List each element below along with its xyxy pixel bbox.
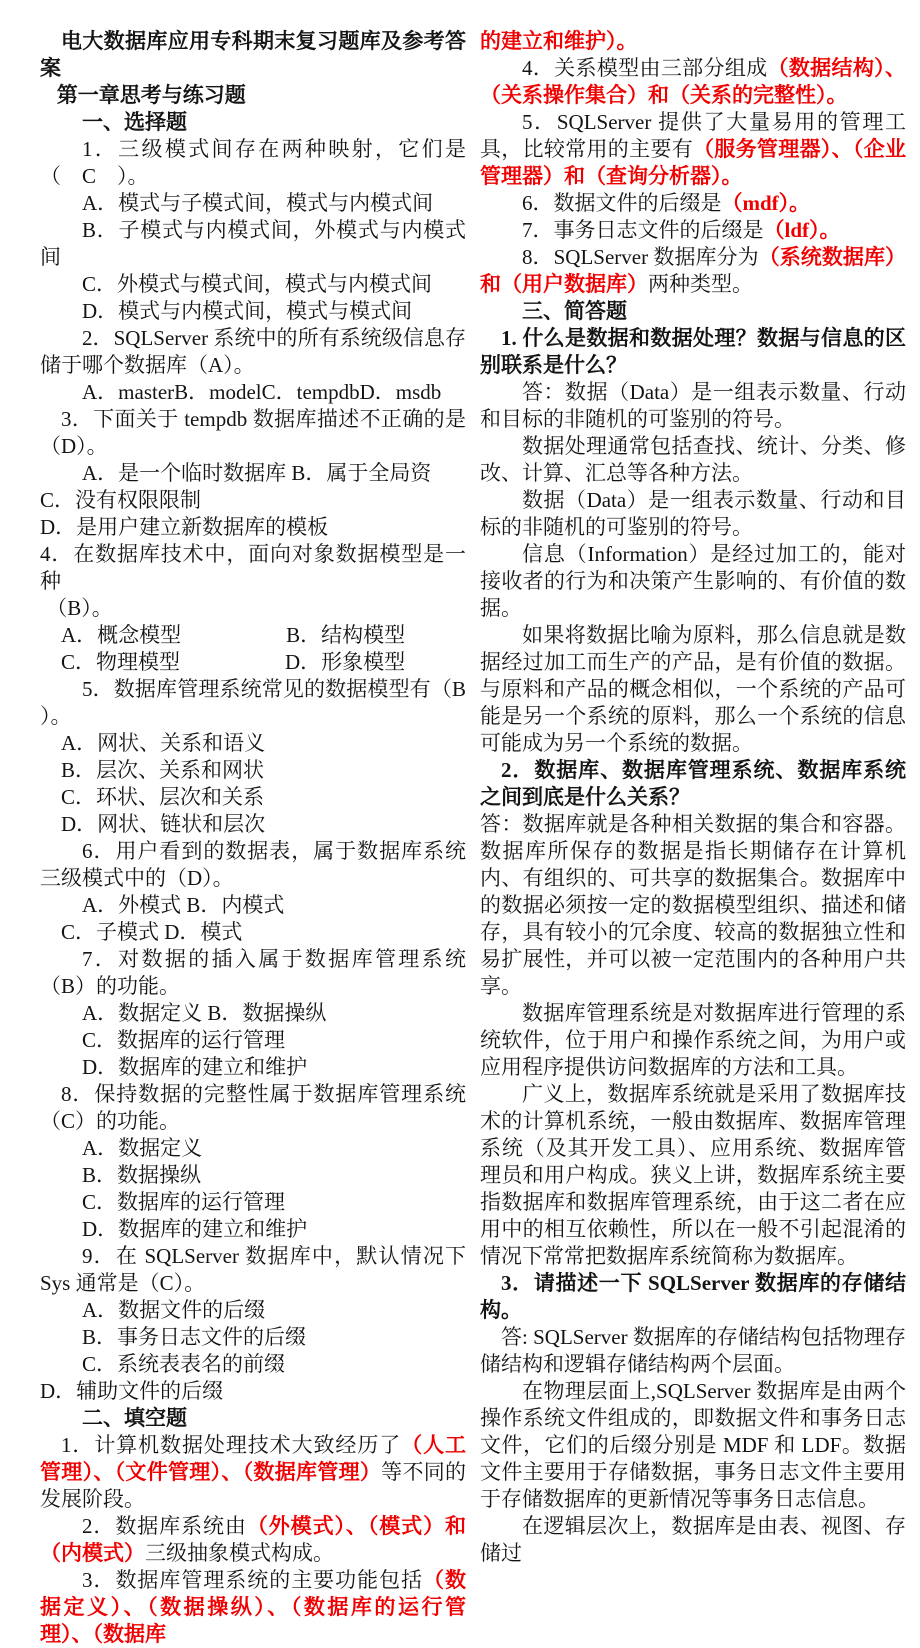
option bbox=[40, 1027, 466, 1054]
text-segment: B．层次、关系和网状 bbox=[61, 758, 265, 782]
question-4 bbox=[40, 541, 466, 595]
question-8 bbox=[40, 1081, 466, 1135]
text-segment: C．数据库的运行管理 bbox=[82, 1190, 286, 1214]
text-segment: C．数据库的运行管理 bbox=[82, 1028, 286, 1052]
text-segment: D．数据库的建立和维护 bbox=[82, 1217, 308, 1241]
text-segment: C．环状、层次和关系 bbox=[61, 785, 265, 809]
text-segment: 在逻辑层次上，数据库是由表、视图、存储过 bbox=[480, 1514, 906, 1565]
text-segment: D．辅助文件的后缀 bbox=[40, 1379, 224, 1403]
right-column bbox=[480, 28, 906, 1565]
text-segment: C．子模式 D．模式 bbox=[61, 920, 243, 944]
text-segment: 1．计算机数据处理技术大致经历了 bbox=[61, 1433, 402, 1457]
answer-highlight: （服务管理器）、（企业管理器）和（查询分析器）。 bbox=[480, 137, 906, 188]
text-segment: （B）。 bbox=[46, 596, 113, 620]
question-1-answer bbox=[40, 163, 466, 190]
text-segment: D．数据库的建立和维护 bbox=[82, 1055, 308, 1079]
fill-1 bbox=[40, 1432, 466, 1513]
option bbox=[40, 1216, 466, 1243]
text-segment: 2．数据库系统由 bbox=[82, 1514, 247, 1538]
short-question-1 bbox=[480, 325, 906, 379]
text-segment: C．外模式与模式间，模式与内模式间 bbox=[82, 272, 433, 296]
text-segment: 4．在数据库技术中，面向对象数据模型是一种 bbox=[40, 542, 466, 593]
text-segment: 9．在 SQLServer 数据库中，默认情况下 Sys 通常是（C）。 bbox=[40, 1244, 466, 1295]
text-segment: 7．事务日志文件的后缀是 bbox=[522, 218, 764, 242]
section-heading-fill bbox=[40, 1405, 466, 1432]
option bbox=[40, 757, 466, 784]
answer-paragraph bbox=[480, 811, 906, 1000]
option bbox=[40, 811, 466, 838]
text-segment: 5．SQLServer 提供了大量易用的管理工具，比较常用的主要有 bbox=[480, 110, 906, 161]
text-segment: 1．三级模式间存在两种映射，它们是 bbox=[82, 137, 466, 161]
text-segment: A．数据定义 bbox=[82, 1136, 203, 1160]
option bbox=[40, 1378, 466, 1405]
option bbox=[40, 379, 466, 406]
answer-paragraph bbox=[480, 1324, 906, 1378]
left-column bbox=[40, 28, 467, 1646]
question-6 bbox=[40, 838, 466, 892]
answer-paragraph bbox=[480, 1513, 906, 1567]
section-heading-choice bbox=[40, 109, 466, 136]
text-segment: 答：数据库就是各种相关数据的集合和容器。数据库所保存的数据是指长期储存在计算机内、有组织的、可共享的数据集合。数据库中的数据必须按一定的数据模型组织、描述和储存，具有较小的冗余度、较高的数据独立性和易扩展性，并可以被一定范围内的各种用户共享。 bbox=[480, 812, 906, 998]
text-segment: A．模式与子模式间，模式与内模式间 bbox=[82, 191, 434, 215]
answer-paragraph bbox=[480, 379, 906, 433]
option bbox=[40, 1297, 466, 1324]
answer-highlight: （数据结构）、（关系操作集合）和（关系的完整性）。 bbox=[480, 56, 906, 107]
text-segment: B．数据操纵 bbox=[82, 1163, 202, 1187]
text-segment: 6．数据文件的后缀是 bbox=[522, 191, 722, 215]
answer-highlight: （数据定义）、（数据操纵）、（数据库的运行管理）、（数据库 bbox=[40, 1568, 467, 1646]
answer-highlight: （人工管理）、（文件管理）、（数据库管理） bbox=[40, 1433, 467, 1484]
option bbox=[40, 1135, 466, 1162]
option bbox=[40, 1189, 466, 1216]
answer-highlight: （外模式）、（模式）和（内模式） bbox=[40, 1514, 467, 1565]
option bbox=[40, 622, 466, 649]
answer-paragraph bbox=[480, 487, 906, 541]
text-segment: 3．数据库管理系统的主要功能包括 bbox=[82, 1568, 424, 1592]
short-question-3 bbox=[480, 1270, 906, 1324]
option bbox=[40, 730, 466, 757]
fill-5 bbox=[480, 109, 906, 190]
answer-paragraph bbox=[480, 1000, 906, 1081]
text-segment: 答: SQLServer 数据库的存储结构包括物理存储结构和逻辑存储结构两个层面。 bbox=[480, 1325, 906, 1376]
doc-title bbox=[40, 28, 466, 82]
answer-highlight: （系统数据库）和（用户数据库） bbox=[480, 245, 906, 296]
text-segment: 等不同的发展阶段。 bbox=[40, 1460, 467, 1511]
option bbox=[40, 1162, 466, 1189]
section-heading-short-answer bbox=[480, 298, 906, 325]
text-segment: A．外模式 B．内模式 bbox=[82, 893, 285, 917]
fill-3-continued bbox=[480, 28, 906, 55]
text-segment: 第一章思考与练习题 bbox=[56, 83, 246, 107]
option bbox=[40, 892, 466, 919]
text-segment: 如果将数据比喻为原料，那么信息就是数据经过加工而生产的产品，是有价值的数据。与原料和产品的概念相似，一个系统的产品可能是另一个系统的原料，那么一个系统的信息可能成为另一个系统的数据。 bbox=[480, 623, 906, 755]
text-segment: A．数据文件的后缀 bbox=[82, 1298, 266, 1322]
question-3 bbox=[40, 406, 466, 460]
text-segment: 8．保持数据的完整性属于数据库管理系统（C）的功能。 bbox=[40, 1082, 466, 1133]
text-segment: 1. 什么是数据和数据处理？数据与信息的区别联系是什么？ bbox=[480, 326, 906, 377]
fill-8 bbox=[480, 244, 906, 298]
text-segment: 3．下面关于 tempdb 数据库描述不正确的是（D）。 bbox=[40, 407, 466, 458]
text-segment: 信息（Information）是经过加工的，能对接收者的行为和决策产生影响的、有价值的数据。 bbox=[480, 542, 906, 620]
option bbox=[40, 649, 466, 676]
text-segment: B．事务日志文件的后缀 bbox=[82, 1325, 307, 1349]
option bbox=[40, 514, 466, 541]
text-segment: 4．关系模型由三部分组成 bbox=[522, 56, 768, 80]
text-segment: 6．用户看到的数据表，属于数据库系统三级模式中的（D）。 bbox=[40, 839, 466, 890]
fill-3 bbox=[40, 1567, 466, 1648]
question-9 bbox=[40, 1243, 466, 1297]
option bbox=[40, 919, 466, 946]
option bbox=[40, 1324, 466, 1351]
answer-paragraph bbox=[480, 1378, 906, 1513]
text-segment: D．网状、链状和层次 bbox=[61, 812, 266, 836]
text-segment: 数据（Data）是一组表示数量、行动和目标的非随机的可鉴别的符号。 bbox=[480, 488, 906, 539]
text-segment: A．是一个临时数据库 B．属于全局资 bbox=[82, 461, 432, 485]
text-segment: 2．数据库、数据库管理系统、数据库系统之间到底是什么关系？ bbox=[480, 758, 906, 809]
text-segment: A．网状、关系和语义 bbox=[61, 731, 266, 755]
text-segment: 5．数据库管理系统常见的数据模型有（B ）。 bbox=[40, 677, 466, 728]
option bbox=[40, 217, 466, 271]
option bbox=[40, 460, 466, 487]
text-segment: 8．SQLServer 数据库分为 bbox=[522, 245, 759, 269]
text-segment: C．物理模型 D．形象模型 bbox=[61, 650, 406, 674]
text-segment: 三、简答题 bbox=[522, 299, 627, 323]
fill-2 bbox=[40, 1513, 466, 1567]
fill-7 bbox=[480, 217, 906, 244]
answer-paragraph bbox=[480, 433, 906, 487]
option bbox=[40, 271, 466, 298]
fill-4 bbox=[480, 55, 906, 109]
question-5 bbox=[40, 676, 466, 730]
text-segment: 广义上，数据库系统就是采用了数据库技术的计算机系统，一般由数据库、数据库管理系统（及其开发工具）、应用系统、数据库管理员和用户构成。狭义上讲，数据库系统主要指数据库和数据库管理系统，由于这二者在应用中的相互依赖性，所以在一般不引起混淆的情况下常常把数据库系统简称为数据库。 bbox=[480, 1082, 906, 1268]
text-segment: 电大数据库应用专科期末复习题库及参考答案 bbox=[40, 29, 466, 80]
text-segment: 7．对数据的插入属于数据库管理系统（B）的功能。 bbox=[40, 947, 466, 998]
option bbox=[40, 784, 466, 811]
text-segment: 两种类型。 bbox=[648, 272, 753, 296]
text-segment: A．数据定义 B．数据操纵 bbox=[82, 1001, 327, 1025]
answer-paragraph bbox=[480, 1081, 906, 1270]
question-4-answer bbox=[40, 595, 466, 622]
text-segment: 二、填空题 bbox=[82, 1406, 187, 1430]
answer-highlight: （mdf）。 bbox=[721, 191, 811, 215]
text-segment: 3．请描述一下 SQLServer 数据库的存储结构。 bbox=[480, 1271, 906, 1322]
option bbox=[40, 487, 466, 514]
answer-paragraph bbox=[480, 541, 906, 622]
answer-highlight: （ldf）。 bbox=[763, 218, 841, 242]
text-segment: C．没有权限限制 bbox=[40, 488, 202, 512]
fill-6 bbox=[480, 190, 906, 217]
option bbox=[40, 1000, 466, 1027]
text-segment: D．是用户建立新数据库的模板 bbox=[40, 515, 329, 539]
chapter-heading bbox=[40, 82, 466, 109]
option bbox=[40, 298, 466, 325]
text-segment: 在物理层面上,SQLServer 数据库是由两个操作系统文件组成的，即数据文件和事务日志文件，它们的后缀分别是 MDF 和 LDF。数据文件主要用于存储数据，事务日志文件主要用于存储数据库的更新情况等事务日志信息。 bbox=[480, 1379, 906, 1511]
question-1 bbox=[40, 136, 466, 163]
text-segment: A．masterB．modelC．tempdbD．msdb bbox=[82, 380, 442, 404]
answer-highlight: 的建立和维护）。 bbox=[480, 29, 638, 53]
text-segment: C．系统表表名的前缀 bbox=[82, 1352, 286, 1376]
text-segment: 答：数据（Data）是一组表示数量、行动和目标的非随机的可鉴别的符号。 bbox=[480, 380, 906, 431]
text-segment: 数据处理通常包括查找、统计、分类、修改、计算、汇总等各种方法。 bbox=[480, 434, 906, 485]
text-segment: 数据库管理系统是对数据库进行管理的系统软件，位于用户和操作系统之间，为用户或应用程序提供访问数据库的方法和工具。 bbox=[480, 1001, 906, 1079]
text-segment: D．模式与内模式间，模式与模式间 bbox=[82, 299, 413, 323]
question-7 bbox=[40, 946, 466, 1000]
option bbox=[40, 1351, 466, 1378]
short-question-2 bbox=[480, 757, 906, 811]
text-segment: B．子模式与内模式间，外模式与内模式间 bbox=[40, 218, 466, 269]
option bbox=[40, 190, 466, 217]
answer-paragraph bbox=[480, 622, 906, 757]
text-segment: 三级抽象模式构成。 bbox=[145, 1541, 334, 1565]
option bbox=[40, 1054, 466, 1081]
text-segment: A．概念模型 B．结构模型 bbox=[61, 623, 406, 647]
text-segment: 一、选择题 bbox=[82, 110, 187, 134]
text-segment: 2．SQLServer 系统中的所有系统级信息存储于哪个数据库（A）。 bbox=[40, 326, 466, 377]
text-segment: （ C ）。 bbox=[40, 164, 149, 188]
question-2 bbox=[40, 325, 466, 379]
